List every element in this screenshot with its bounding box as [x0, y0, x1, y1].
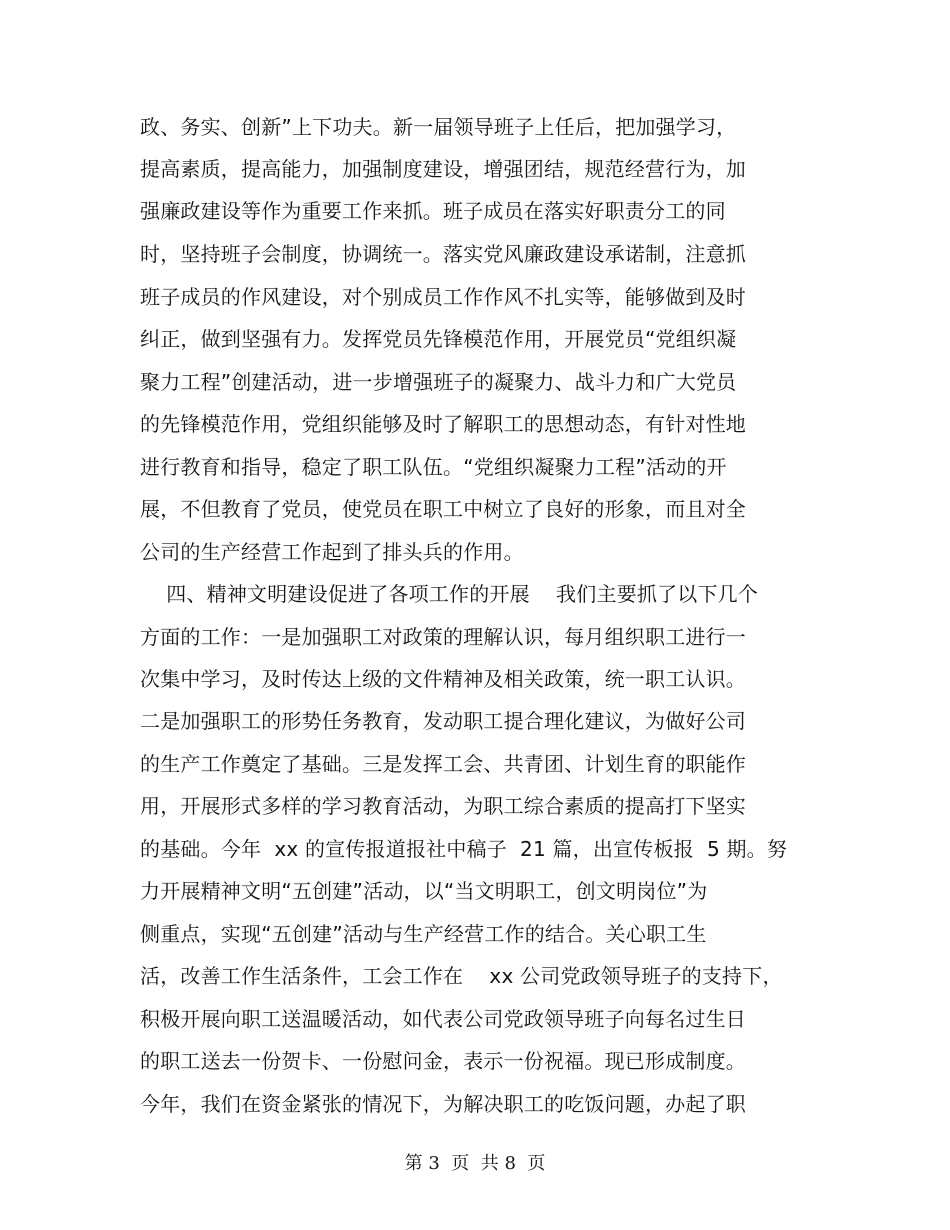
text-line: 纠正，做到坚强有力。发挥党员先锋模范作用，开展党员“党组织凝 — [140, 327, 737, 351]
text-line: 侧重点，实现“五创建”活动与生产经营工作的结合。关心职工生 — [140, 922, 707, 946]
text-line: 班子成员的作风建设，对个别成员工作作风不扎实等，能够做到及时 — [140, 285, 746, 309]
text-line: 的生产工作奠定了基础。三是发挥工会、共青团、计划生育的职能作 — [140, 752, 746, 776]
text-line: 力开展精神文明“五创建”活动，以“当文明职工，创文明岗位”为 — [140, 879, 708, 903]
page-footer: 第 3 页 共 8 页 — [404, 1153, 546, 1174]
text-line: 公司的生产经营工作起到了排头兵的作用。 — [140, 540, 524, 564]
text-line: 的基础。今年 xx 的宣传报道报社中稿子 21 篇，出宣传板报 5 期。努 — [140, 837, 788, 861]
text-line: 时，坚持班子会制度，协调统一。落实党风廉政建设承诺制，注意抓 — [140, 242, 746, 266]
text-line: 今年，我们在资金紧张的情况下，为解决职工的吃饭问题，办起了职 — [140, 1092, 746, 1116]
text-line: 活，改善工作生活条件，工会工作在 xx 公司党政领导班子的支持下， — [140, 964, 783, 988]
text-line: 二是加强职工的形势任务教育，发动职工提合理化建议，为做好公司 — [140, 709, 746, 733]
text-line: 积极开展向职工送温暖活动，如代表公司党政领导班子向每名过生日 — [140, 1007, 746, 1031]
text-line: 方面的工作：一是加强职工对政策的理解认识，每月组织职工进行一 — [140, 625, 746, 649]
text-line: 的先锋模范作用，党组织能够及时了解职工的思想动态，有针对性地 — [140, 412, 746, 436]
text-line: 次集中学习，及时传达上级的文件精神及相关政策，统一职工认识。 — [140, 667, 746, 691]
text-line: 进行教育和指导，稳定了职工队伍。“党组织凝聚力工程”活动的开 — [140, 455, 727, 479]
text-line: 用，开展形式多样的学习教育活动，为职工综合素质的提高打下坚实 — [140, 794, 746, 818]
text-line: 政、务实、创新”上下功夫。新一届领导班子上任后，把加强学习， — [140, 115, 737, 139]
section-heading-line: 四、精神文明建设促进了各项工作的开展 我们主要抓了以下几个 — [140, 582, 759, 606]
text-line: 展，不但教育了党员，使党员在职工中树立了良好的形象，而且对全 — [140, 497, 746, 521]
text-line: 的职工送去一份贺卡、一份慰问金，表示一份祝福。现已形成制度。 — [140, 1049, 746, 1073]
text-line: 提高素质，提高能力，加强制度建设，增强团结，规范经营行为，加 — [140, 157, 746, 181]
text-line: 强廉政建设等作为重要工作来抓。班子成员在落实好职责分工的同 — [140, 199, 726, 223]
text-line: 聚力工程”创建活动，进一步增强班子的凝聚力、战斗力和广大党员 — [140, 370, 737, 394]
